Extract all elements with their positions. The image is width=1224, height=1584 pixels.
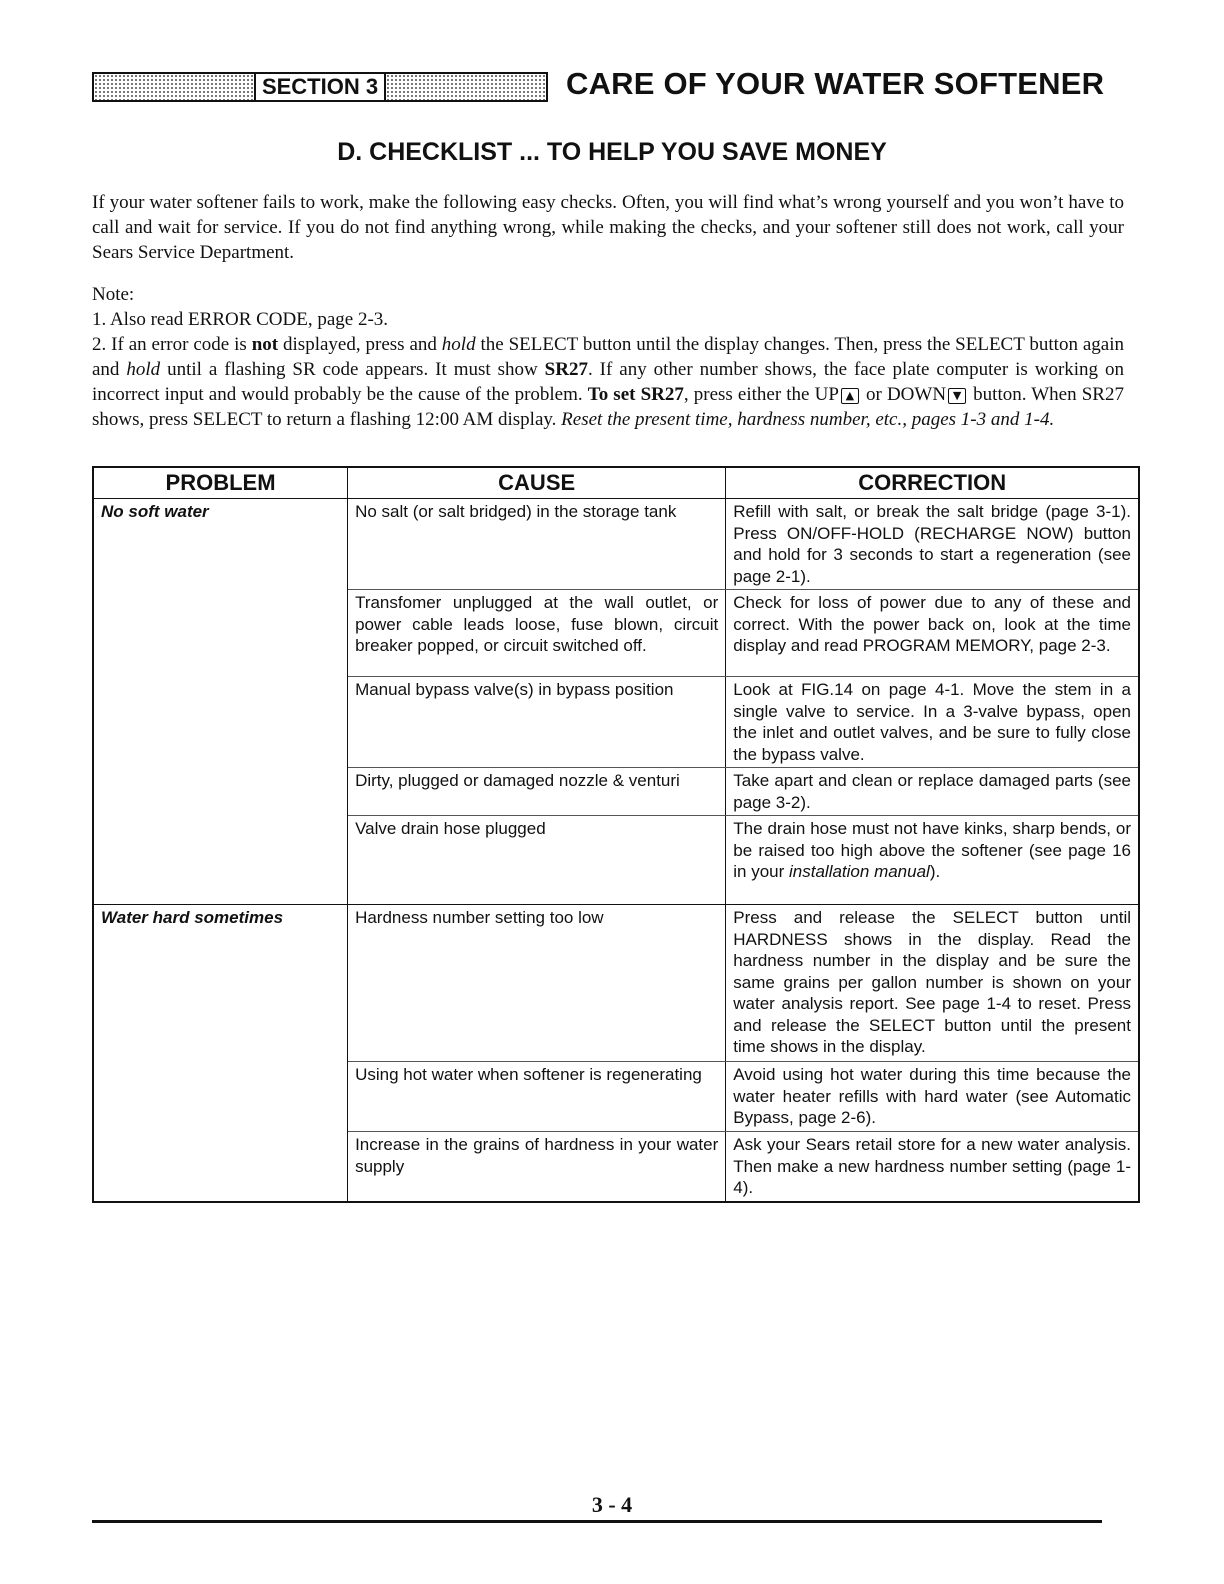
correction-cell: Ask your Sears retail store for a new water analysis. Then make a new hardness number setting (page 1-4).: [726, 1132, 1139, 1202]
section-header: [92, 66, 1124, 106]
cause-cell: Using hot water when softener is regenerating: [348, 1062, 726, 1132]
section-badge: [92, 72, 548, 102]
correction-cell: Refill with salt, or break the salt bridge (page 3-1). Press ON/OFF-HOLD (RECHARGE NOW) button and hold for 3 seconds to start a regeneration (see page 2-1).: [726, 499, 1139, 590]
correction-cell: Look at FIG.14 on page 4-1. Move the stem in a single valve to service. In a 3-valve bypass, open the inlet and outlet valves, and be sure to fully close the bypass valve.: [726, 677, 1139, 768]
correction-cell: Press and release the SELECT button until HARDNESS shows in the display. Read the hardness number in the display and be sure the same grains per gallon number is shown on your water analysis report. See page 1-4 to reset. Press and release the SELECT button until the present time shows in the display.: [726, 905, 1139, 1062]
cause-cell: Manual bypass valve(s) in bypass position: [348, 677, 726, 768]
correction-cell: Check for loss of power due to any of these and correct. With the power back on, look at the time display and read PROGRAM MEMORY, page 2-3.: [726, 590, 1139, 677]
correction-cell: The drain hose must not have kinks, sharp bends, or be raised too high above the softener (see page 16 in your installation manual).: [726, 816, 1139, 905]
header-correction: CORRECTION: [726, 467, 1139, 499]
page-title: CARE OF YOUR WATER SOFTENER: [566, 66, 1105, 101]
correction-cell: Avoid using hot water during this time because the water heater refills with hard water (see Automatic Bypass, page 2-6).: [726, 1062, 1139, 1132]
cause-cell: Transfomer unplugged at the wall outlet, or power cable leads loose, fuse blown, circuit breaker popped, or circuit switched off.: [348, 590, 726, 677]
intro-paragraph: [92, 190, 1124, 265]
up-arrow-icon: ▲: [841, 388, 859, 404]
cause-cell: Valve drain hose plugged: [348, 816, 726, 905]
problem-cell: Water hard sometimes: [93, 905, 348, 1202]
footer-rule: [92, 1520, 1102, 1523]
note-item-2: 2. If an error code is not displayed, press and hold the SELECT button until the display changes. Then, press the SELECT button again and hold until a flashing SR code appears. It must show SR27. If any other number shows, the face plate computer is working on incorrect input and would probably be the cause of the problem. To set SR27, press either the UP ▲ or DOWN ▼ button. When SR27 shows, press SELECT to return a flashing 12:00 AM display. Reset the present time, hardness number, etc., pages 1-3 and 1-4.: [92, 334, 1125, 430]
table-row: [93, 905, 1139, 1062]
header-cause: CAUSE: [348, 467, 726, 499]
table-row: [93, 499, 1139, 590]
cause-cell: Hardness number setting too low: [348, 905, 726, 1062]
dotted-fill-left: [94, 74, 254, 100]
cause-cell: No salt (or salt bridged) in the storage tank: [348, 499, 726, 590]
note-label: Note:: [92, 284, 135, 305]
page-number: 3 - 4: [591, 1492, 633, 1517]
down-arrow-icon: ▼: [948, 388, 966, 404]
cause-cell: Increase in the grains of hardness in your water supply: [348, 1132, 726, 1202]
header-problem: PROBLEM: [93, 467, 348, 499]
table-header-row: [93, 467, 1139, 499]
intro-text: If your water softener fails to work, make the following easy checks. Often, you will find what’s wrong yourself and you won’t have to call and wait for service. If you do not find anything wrong, while making the checks, and your softener still does not work, call your Sears Service Department.: [92, 192, 1124, 263]
notes-block: [92, 282, 1124, 432]
section-label: SECTION 3: [254, 74, 386, 100]
note-item-1: 1. Also read ERROR CODE, page 2-3.: [92, 309, 389, 330]
problem-cell: No soft water: [93, 499, 348, 905]
correction-cell: Take apart and clean or replace damaged parts (see page 3-2).: [726, 768, 1139, 816]
dotted-fill-right: [386, 74, 546, 100]
checklist-table: [92, 466, 1140, 1203]
checklist-title: D. CHECKLIST ... TO HELP YOU SAVE MONEY: [337, 138, 887, 166]
cause-cell: Dirty, plugged or damaged nozzle & venturi: [348, 768, 726, 816]
